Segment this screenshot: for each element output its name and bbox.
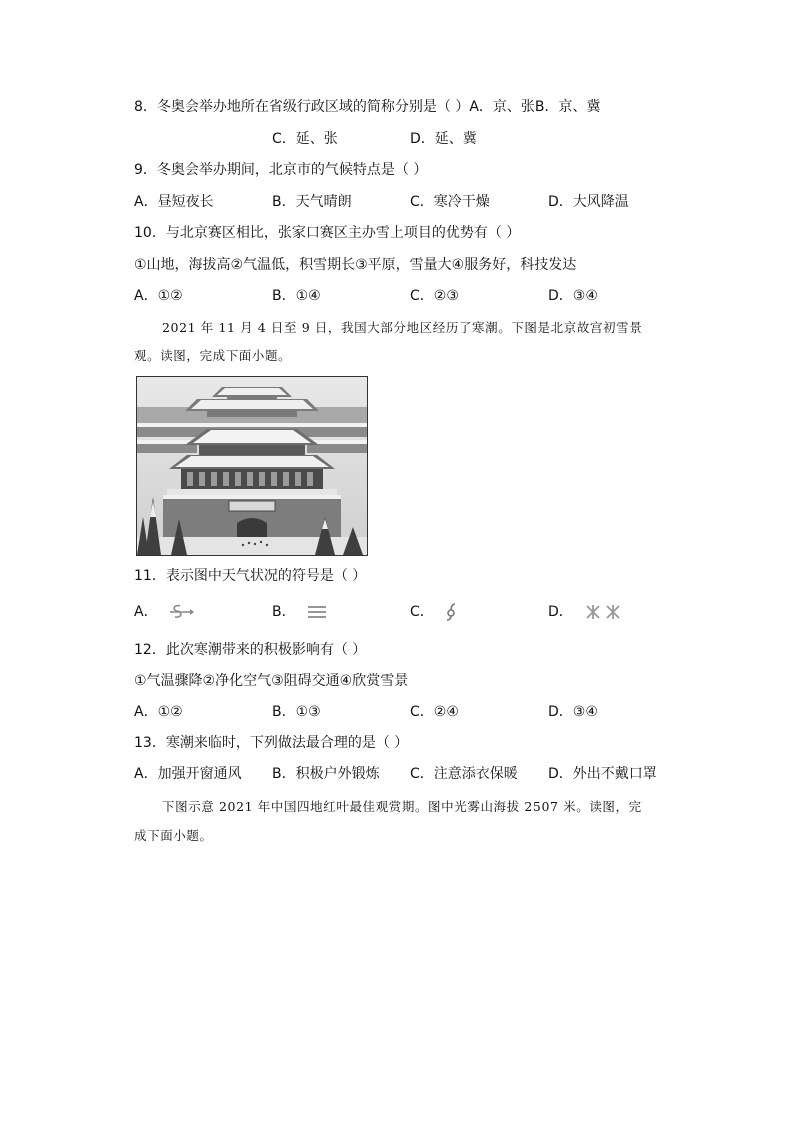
passage2-line2: 成下面小题。 — [134, 828, 213, 843]
q11-option-d — [548, 602, 623, 622]
q12-option-d: D．③④ — [548, 704, 598, 720]
q10-option-b: B．①④ — [272, 288, 321, 304]
q10-option-c: C．②③ — [410, 288, 459, 304]
q11-option-b-label: B． — [272, 604, 296, 620]
typhoon-symbol-icon — [444, 603, 458, 621]
q12-option-a: A．①② — [134, 704, 183, 720]
q10-option-d: D．③④ — [548, 288, 598, 304]
q13-stem: 13．寒潮来临时，下列做法最合理的是（ ） — [134, 735, 409, 751]
forbidden-city-illustration — [137, 377, 367, 555]
q8-option-d: D．延、冀 — [410, 131, 477, 147]
q8-stem: 8．冬奥会举办地所在省级行政区域的简称分别是（ ）A．京、张B．京、冀 — [134, 99, 601, 115]
q12-stem: 12．此次寒潮带来的积极影响有（ ） — [134, 642, 367, 658]
q13-option-b: B．积极户外锻炼 — [272, 766, 380, 782]
q9-option-b: B．天气晴朗 — [272, 194, 352, 210]
q12-option-c: C．②④ — [410, 704, 459, 720]
q12-option-b: B．①③ — [272, 704, 321, 720]
q9-stem: 9．冬奥会举办期间，北京市的气候特点是（ ） — [134, 162, 428, 178]
q9-option-a: A．昼短夜长 — [134, 194, 214, 210]
q9-option-c: C．寒冷干燥 — [410, 194, 490, 210]
q11-option-c-label: C． — [410, 604, 434, 620]
q13-option-d: D．外出不戴口罩 — [548, 766, 657, 782]
q11-option-c — [410, 602, 458, 622]
passage1-line1: 2021 年 11 月 4 日至 9 日，我国大部分地区经历了寒潮。下图是北京故宫初雪景 — [162, 320, 643, 335]
sandstorm-symbol-icon — [168, 604, 194, 620]
q11-option-b — [272, 602, 328, 622]
q13-option-a: A．加强开窗通风 — [134, 766, 242, 782]
q9-option-d: D．大风降温 — [548, 194, 629, 210]
passage2-line1: 下图示意 2021 年中国四地红叶最佳观赏期。图中光雾山海拔 2507 米。读图，完 — [162, 799, 642, 814]
q8-option-c: C．延、张 — [272, 131, 338, 147]
passage1-line2: 观。读图，完成下面小题。 — [134, 348, 292, 363]
q10-option-a: A．①② — [134, 288, 183, 304]
q12-statements: ①气温骤降②净化空气③阻碍交通④欣赏雪景 — [134, 673, 409, 689]
q13-option-c: C．注意添衣保暖 — [410, 766, 518, 782]
q10-statements: ①山地，海拔高②气温低，积雪期长③平原，雪量大④服务好，科技发达 — [134, 257, 577, 273]
q10-stem: 10．与北京赛区相比，张家口赛区主办雪上项目的优势有（ ） — [134, 225, 521, 241]
forbidden-city-snow-photo — [136, 376, 368, 556]
snow-symbol-icon — [583, 604, 623, 620]
fog-symbol-icon — [306, 604, 328, 620]
q11-option-a-label: A． — [134, 604, 158, 620]
q11-option-d-label: D． — [548, 604, 573, 620]
q11-option-a — [134, 602, 194, 622]
q11-stem: 11．表示图中天气状况的符号是（ ） — [134, 568, 367, 584]
